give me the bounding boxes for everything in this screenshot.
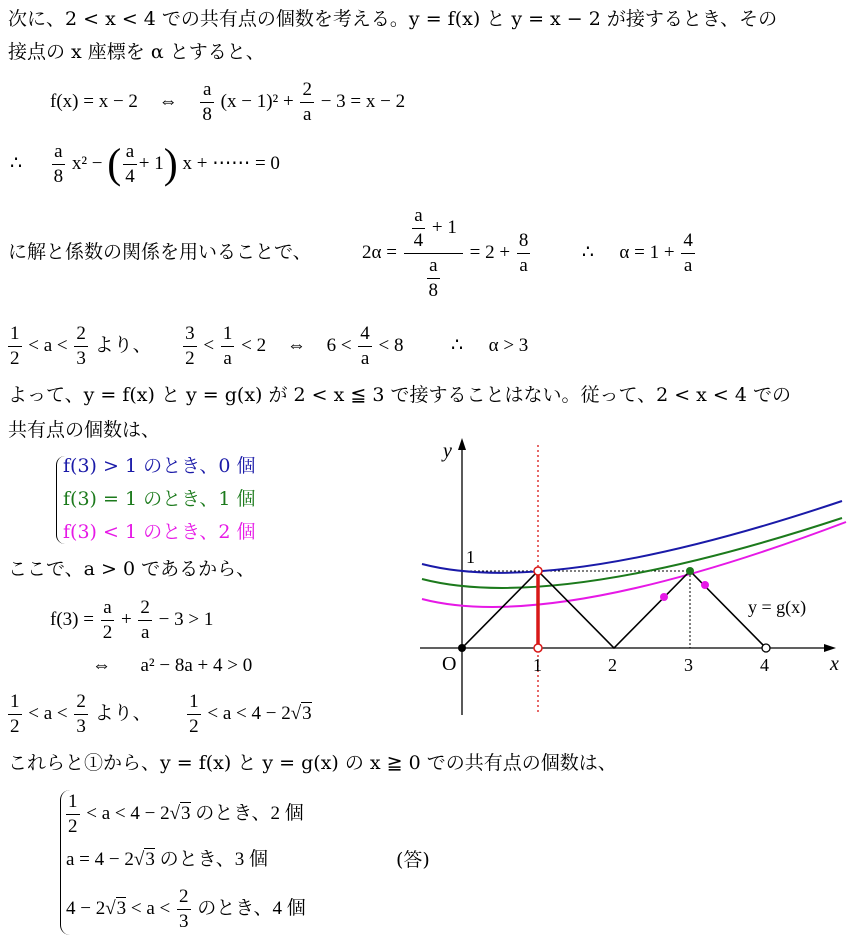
- open-point-x4: [762, 644, 770, 652]
- origin-label: O: [442, 653, 457, 675]
- open-point-top: [534, 567, 542, 575]
- case-2-line-3: 4 − 2√3 < a < $\frac{2}{3}$ のとき、4 個: [66, 886, 306, 932]
- x-tick-2: 2: [608, 655, 617, 675]
- eq3-frac-4a: $\frac{4}{a}$: [683, 230, 693, 276]
- green-tangent-point: [686, 567, 694, 575]
- eq4-therefore: ∴: [451, 334, 464, 356]
- eq4-lt8: < 8: [378, 334, 404, 356]
- eq2-x2: x² −: [71, 152, 103, 174]
- eq3-den-frac: $\frac{a}{8}$: [428, 255, 439, 301]
- eq3-inner-frac: $\frac{a}{4}$: [413, 205, 424, 251]
- x-tick-3: 3: [684, 655, 693, 675]
- eq4-frac-1a: $\frac{1}{a}$: [222, 323, 233, 369]
- answer-mark: (答): [396, 849, 430, 871]
- eq7-yori: より、: [94, 702, 152, 724]
- eq2-frac-a8: $\frac{a}{8}$: [53, 141, 64, 187]
- eq3-lhs: 2α =: [362, 241, 397, 263]
- case-1-green: f(3) = 1 のとき、1 個: [63, 488, 256, 510]
- eq2-frac-a4: $\frac{a}{4}$: [125, 141, 135, 187]
- eq1-iff: ⇔: [158, 90, 178, 112]
- x-tick-1: 1: [533, 655, 542, 675]
- eq7-frac-half-2: $\frac{1}{2}$: [189, 691, 199, 737]
- case2-c3-tail: のとき、4 個: [197, 897, 306, 919]
- eq3-mid: = 2 +: [469, 241, 511, 263]
- eq2-tail: x + ⋯⋯ = 0: [182, 152, 280, 174]
- eq4-frac-32: $\frac{3}{2}$: [185, 323, 195, 369]
- eq4-lt2: < 2: [241, 334, 267, 356]
- case2-c3-sqrt: 3: [116, 897, 127, 919]
- text-line-8: これらと①から、y = f(x) と y = g(x) の x ≧ 0 での共有点の個数は、: [8, 752, 617, 774]
- case2-frac-half: $\frac{1}{2}$: [68, 791, 78, 837]
- x-axis-arrow: [824, 644, 836, 652]
- y-axis-label: y: [443, 440, 452, 462]
- eq3-big-frac: $\frac{a}{4}$ + 1 $\frac{a}{8}$: [404, 204, 463, 303]
- eq4-frac-23: $\frac{2}{3}$: [76, 323, 86, 369]
- eq1-frac-a8: $\frac{a}{8}$: [202, 79, 212, 125]
- eq4-lt: <: [203, 334, 215, 356]
- case2-c2-head: a = 4 − 2: [66, 849, 134, 870]
- curve-g: [462, 571, 766, 648]
- magenta-point-1: [660, 593, 668, 601]
- eq5-lhs: f(3) =: [50, 608, 94, 630]
- case2-frac-23: $\frac{2}{3}$: [179, 886, 189, 932]
- magenta-point-2: [701, 581, 709, 589]
- eq5-frac-2a: $\frac{2}{a}$: [140, 597, 150, 643]
- case2-c2-tail: のとき、3 個: [159, 849, 269, 870]
- eq4-frac-half: $\frac{1}{2}$: [10, 323, 20, 369]
- eq2-therefore: ∴: [10, 152, 23, 174]
- eq1-lhs: f(x) = x − 2: [50, 90, 138, 112]
- text-line-6: 共有点の個数は、: [8, 419, 161, 441]
- eq4-yori: より、: [94, 334, 152, 356]
- eq7-ineq: < a <: [28, 702, 68, 724]
- eq4-iff: ⇔: [286, 334, 306, 356]
- eq3-text: に解と係数の関係を用いることで、: [8, 241, 312, 263]
- eq1-mid: (x − 1)² +: [220, 90, 294, 112]
- eq4-result: α > 3: [488, 334, 529, 356]
- case2-c3-head: 4 − 2: [66, 897, 106, 919]
- eq3-alpha: α = 1 +: [619, 241, 675, 263]
- eq4-frac-4a: $\frac{4}{a}$: [360, 323, 370, 369]
- eq7-tail: < a < 4 − 2: [207, 702, 291, 724]
- y-axis-arrow: [458, 438, 466, 450]
- eq2-paren-left: (: [107, 141, 122, 188]
- y-tick-1-label: 1: [466, 547, 475, 567]
- eq7-sqrt: 3: [302, 702, 312, 724]
- eq4-six: 6 <: [326, 334, 352, 356]
- text-line-1: 次に、2 < x < 4 での共有点の個数を考える。y = f(x) と y = x − 2 が接するとき、その: [8, 8, 778, 30]
- case-1-magenta: f(3) < 1 のとき、2 個: [63, 521, 256, 543]
- case2-c1-sqrt: 3: [181, 802, 191, 824]
- case2-c1-tail: のとき、2 個: [195, 802, 304, 824]
- case-2-line-1: $\frac{1}{2}$ < a < 4 − 2√3 のとき、2 個: [68, 791, 304, 837]
- eq6-iff: ⇔: [92, 655, 111, 676]
- case2-c1-mid: < a < 4 − 2: [86, 802, 170, 824]
- eq3-therefore: ∴: [581, 241, 594, 263]
- equation-7: $\frac{1}{2}$ < a < $\frac{2}{3}$ より、 $\frac{1}{2}$ < a < 4 − 2√3: [10, 691, 312, 737]
- text-line-5: よって、y = f(x) と y = g(x) が 2 < x ≦ 3 で接することはない。従って、2 < x < 4 での: [8, 384, 792, 406]
- eq5-frac-a2: $\frac{a}{2}$: [102, 597, 113, 643]
- eq3-frac-8a: $\frac{8}{a}$: [518, 230, 529, 276]
- text-line-2: 接点の x 座標を α とすると、: [8, 41, 265, 63]
- eq1-rhs: − 3 = x − 2: [320, 90, 406, 112]
- text-line-7: ここで、a > 0 であるから、: [8, 558, 256, 580]
- curve-green: [422, 518, 842, 588]
- eq4-ineq: < a <: [28, 334, 68, 356]
- g-label: y = g(x): [748, 597, 807, 617]
- eq5-plus: +: [120, 608, 132, 630]
- eq7-frac-23: $\frac{2}{3}$: [76, 691, 86, 737]
- open-point-bottom: [534, 644, 542, 652]
- curve-magenta: [422, 522, 846, 607]
- x-axis-label: x: [830, 653, 839, 675]
- case-1-blue: f(3) > 1 のとき、0 個: [63, 455, 256, 477]
- eq5-rhs: − 3 > 1: [158, 608, 214, 630]
- eq6-expr: a² − 8a + 4 > 0: [140, 655, 253, 676]
- eq2-plus1: + 1: [138, 152, 164, 174]
- origin-point: [458, 644, 466, 652]
- eq1-frac-2a: $\frac{2}{a}$: [302, 79, 312, 125]
- eq7-frac-half: $\frac{1}{2}$: [10, 691, 20, 737]
- x-tick-4: 4: [760, 655, 769, 675]
- eq2-paren-right: ): [163, 141, 178, 188]
- case-2-line-2: a = 4 − 2√3 のとき、3 個: [66, 849, 269, 870]
- case2-c2-sqrt: 3: [145, 849, 155, 870]
- case2-c3-mid: < a <: [130, 897, 171, 919]
